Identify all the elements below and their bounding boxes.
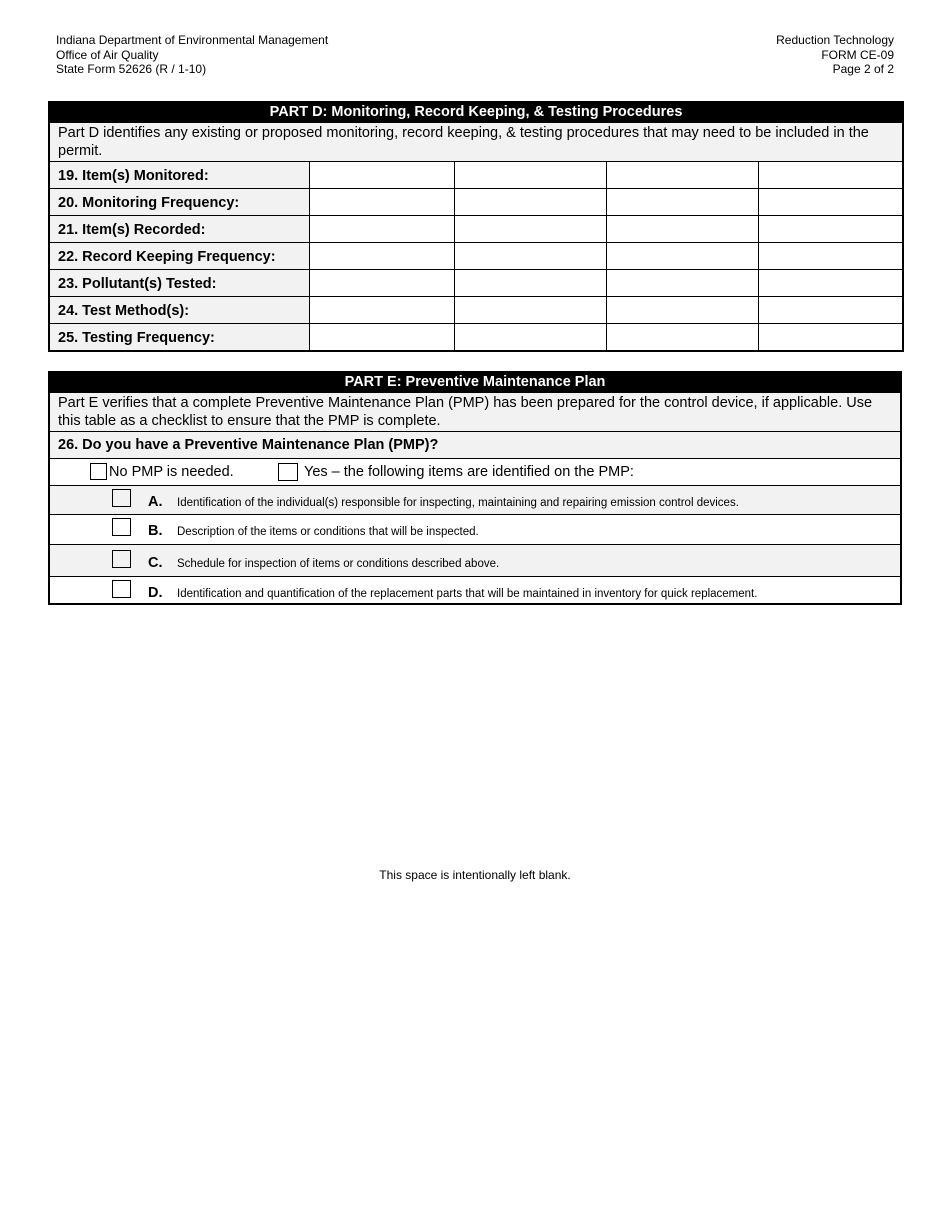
pmp-question: 26. Do you have a Preventive Maintenance Plan (PMP)? — [49, 432, 901, 459]
pmp-item-c-checkbox[interactable] — [112, 550, 131, 568]
monitoring-frequency-field-2[interactable] — [454, 189, 606, 216]
pmp-item-a-letter: A. — [148, 494, 163, 510]
items-monitored-field-2[interactable] — [454, 162, 606, 189]
monitoring-frequency-field-3[interactable] — [606, 189, 758, 216]
part-d-intro: Part D identifies any existing or proposed monitoring, record keeping, & testing procedures that may need to be included in the permit. — [49, 123, 903, 162]
pmp-item-d-text: Identification and quantification of the replacement parts that will be maintained in inventory for quick replacement. — [177, 588, 758, 600]
part-e-title: PART E: Preventive Maintenance Plan — [49, 372, 901, 393]
table-row — [49, 297, 903, 324]
row-label-monitoring-frequency: 20. Monitoring Frequency: — [49, 189, 309, 216]
header-form-code: FORM CE-09 — [821, 47, 894, 62]
pmp-item-a-text: Identification of the individual(s) responsible for inspecting, maintaining and repairing emission control devices. — [177, 497, 739, 509]
record-keeping-frequency-field-3[interactable] — [606, 243, 758, 270]
table-row — [49, 324, 903, 352]
testing-frequency-field-4[interactable] — [758, 324, 903, 352]
row-label-test-methods: 24. Test Method(s): — [49, 297, 309, 324]
pmp-item-d-letter: D. — [148, 585, 163, 601]
no-pmp-checkbox[interactable] — [90, 463, 107, 480]
test-methods-field-1[interactable] — [309, 297, 454, 324]
table-row — [49, 216, 903, 243]
pmp-item-c-letter: C. — [148, 555, 163, 571]
pmp-item-c-text: Schedule for inspection of items or conditions described above. — [177, 558, 500, 570]
pmp-item-d — [49, 577, 901, 605]
pmp-item-a-checkbox[interactable] — [112, 489, 131, 507]
header-form-info — [776, 33, 894, 77]
yes-pmp-checkbox[interactable] — [278, 463, 298, 481]
yes-pmp-option[interactable] — [278, 463, 634, 481]
table-row — [49, 162, 903, 189]
row-label-testing-frequency: 25. Testing Frequency: — [49, 324, 309, 352]
testing-frequency-field-3[interactable] — [606, 324, 758, 352]
header-office-line: Office of Air Quality — [56, 47, 159, 62]
items-recorded-field-4[interactable] — [758, 216, 903, 243]
header-form-title: Reduction Technology — [776, 33, 894, 47]
no-pmp-option[interactable] — [90, 463, 234, 480]
pmp-item-a — [49, 486, 901, 515]
table-row — [49, 189, 903, 216]
items-monitored-field-3[interactable] — [606, 162, 758, 189]
items-monitored-field-4[interactable] — [758, 162, 903, 189]
row-label-record-keeping-frequency: 22. Record Keeping Frequency: — [49, 243, 309, 270]
pmp-item-c — [49, 545, 901, 577]
items-recorded-field-2[interactable] — [454, 216, 606, 243]
monitoring-frequency-field-1[interactable] — [309, 189, 454, 216]
items-monitored-field-1[interactable] — [309, 162, 454, 189]
row-label-items-recorded: 21. Item(s) Recorded: — [49, 216, 309, 243]
part-e-table — [48, 371, 902, 605]
items-recorded-field-1[interactable] — [309, 216, 454, 243]
blank-space-note: This space is intentionally left blank. — [379, 868, 571, 882]
testing-frequency-field-2[interactable] — [454, 324, 606, 352]
record-keeping-frequency-field-2[interactable] — [454, 243, 606, 270]
items-recorded-field-3[interactable] — [606, 216, 758, 243]
header-page-number: Page 2 of 2 — [832, 62, 894, 76]
header-form-number: State Form 52626 (R / 1-10) — [56, 62, 207, 76]
pollutants-tested-field-4[interactable] — [758, 270, 903, 297]
table-row — [49, 270, 903, 297]
test-methods-field-2[interactable] — [454, 297, 606, 324]
part-d-table — [48, 101, 904, 352]
pmp-item-d-checkbox[interactable] — [112, 580, 131, 598]
pmp-choice-row — [49, 459, 901, 486]
header-agency-line: Indiana Department of Environmental Management — [56, 33, 329, 47]
record-keeping-frequency-field-4[interactable] — [758, 243, 903, 270]
row-label-items-monitored: 19. Item(s) Monitored: — [49, 162, 309, 189]
testing-frequency-field-1[interactable] — [309, 324, 454, 352]
pollutants-tested-field-1[interactable] — [309, 270, 454, 297]
pmp-item-b-checkbox[interactable] — [112, 518, 131, 536]
row-label-pollutants-tested: 23. Pollutant(s) Tested: — [49, 270, 309, 297]
test-methods-field-4[interactable] — [758, 297, 903, 324]
no-pmp-label: No PMP is needed. — [109, 463, 234, 480]
part-d-title: PART D: Monitoring, Record Keeping, & Testing Procedures — [49, 102, 903, 123]
pmp-item-b-text: Description of the items or conditions that will be inspected. — [177, 526, 479, 538]
table-row — [49, 243, 903, 270]
header-agency — [56, 33, 328, 77]
pollutants-tested-field-2[interactable] — [454, 270, 606, 297]
pollutants-tested-field-3[interactable] — [606, 270, 758, 297]
test-methods-field-3[interactable] — [606, 297, 758, 324]
pmp-item-b-letter: B. — [148, 523, 163, 539]
part-e-intro: Part E verifies that a complete Preventive Maintenance Plan (PMP) has been prepared for the control device, if applicable. Use this table as a checklist to ensure that the PMP is complete. — [49, 393, 901, 432]
pmp-item-b — [49, 515, 901, 545]
yes-pmp-label: Yes – the following items are identified on the PMP: — [304, 464, 634, 480]
monitoring-frequency-field-4[interactable] — [758, 189, 903, 216]
record-keeping-frequency-field-1[interactable] — [309, 243, 454, 270]
